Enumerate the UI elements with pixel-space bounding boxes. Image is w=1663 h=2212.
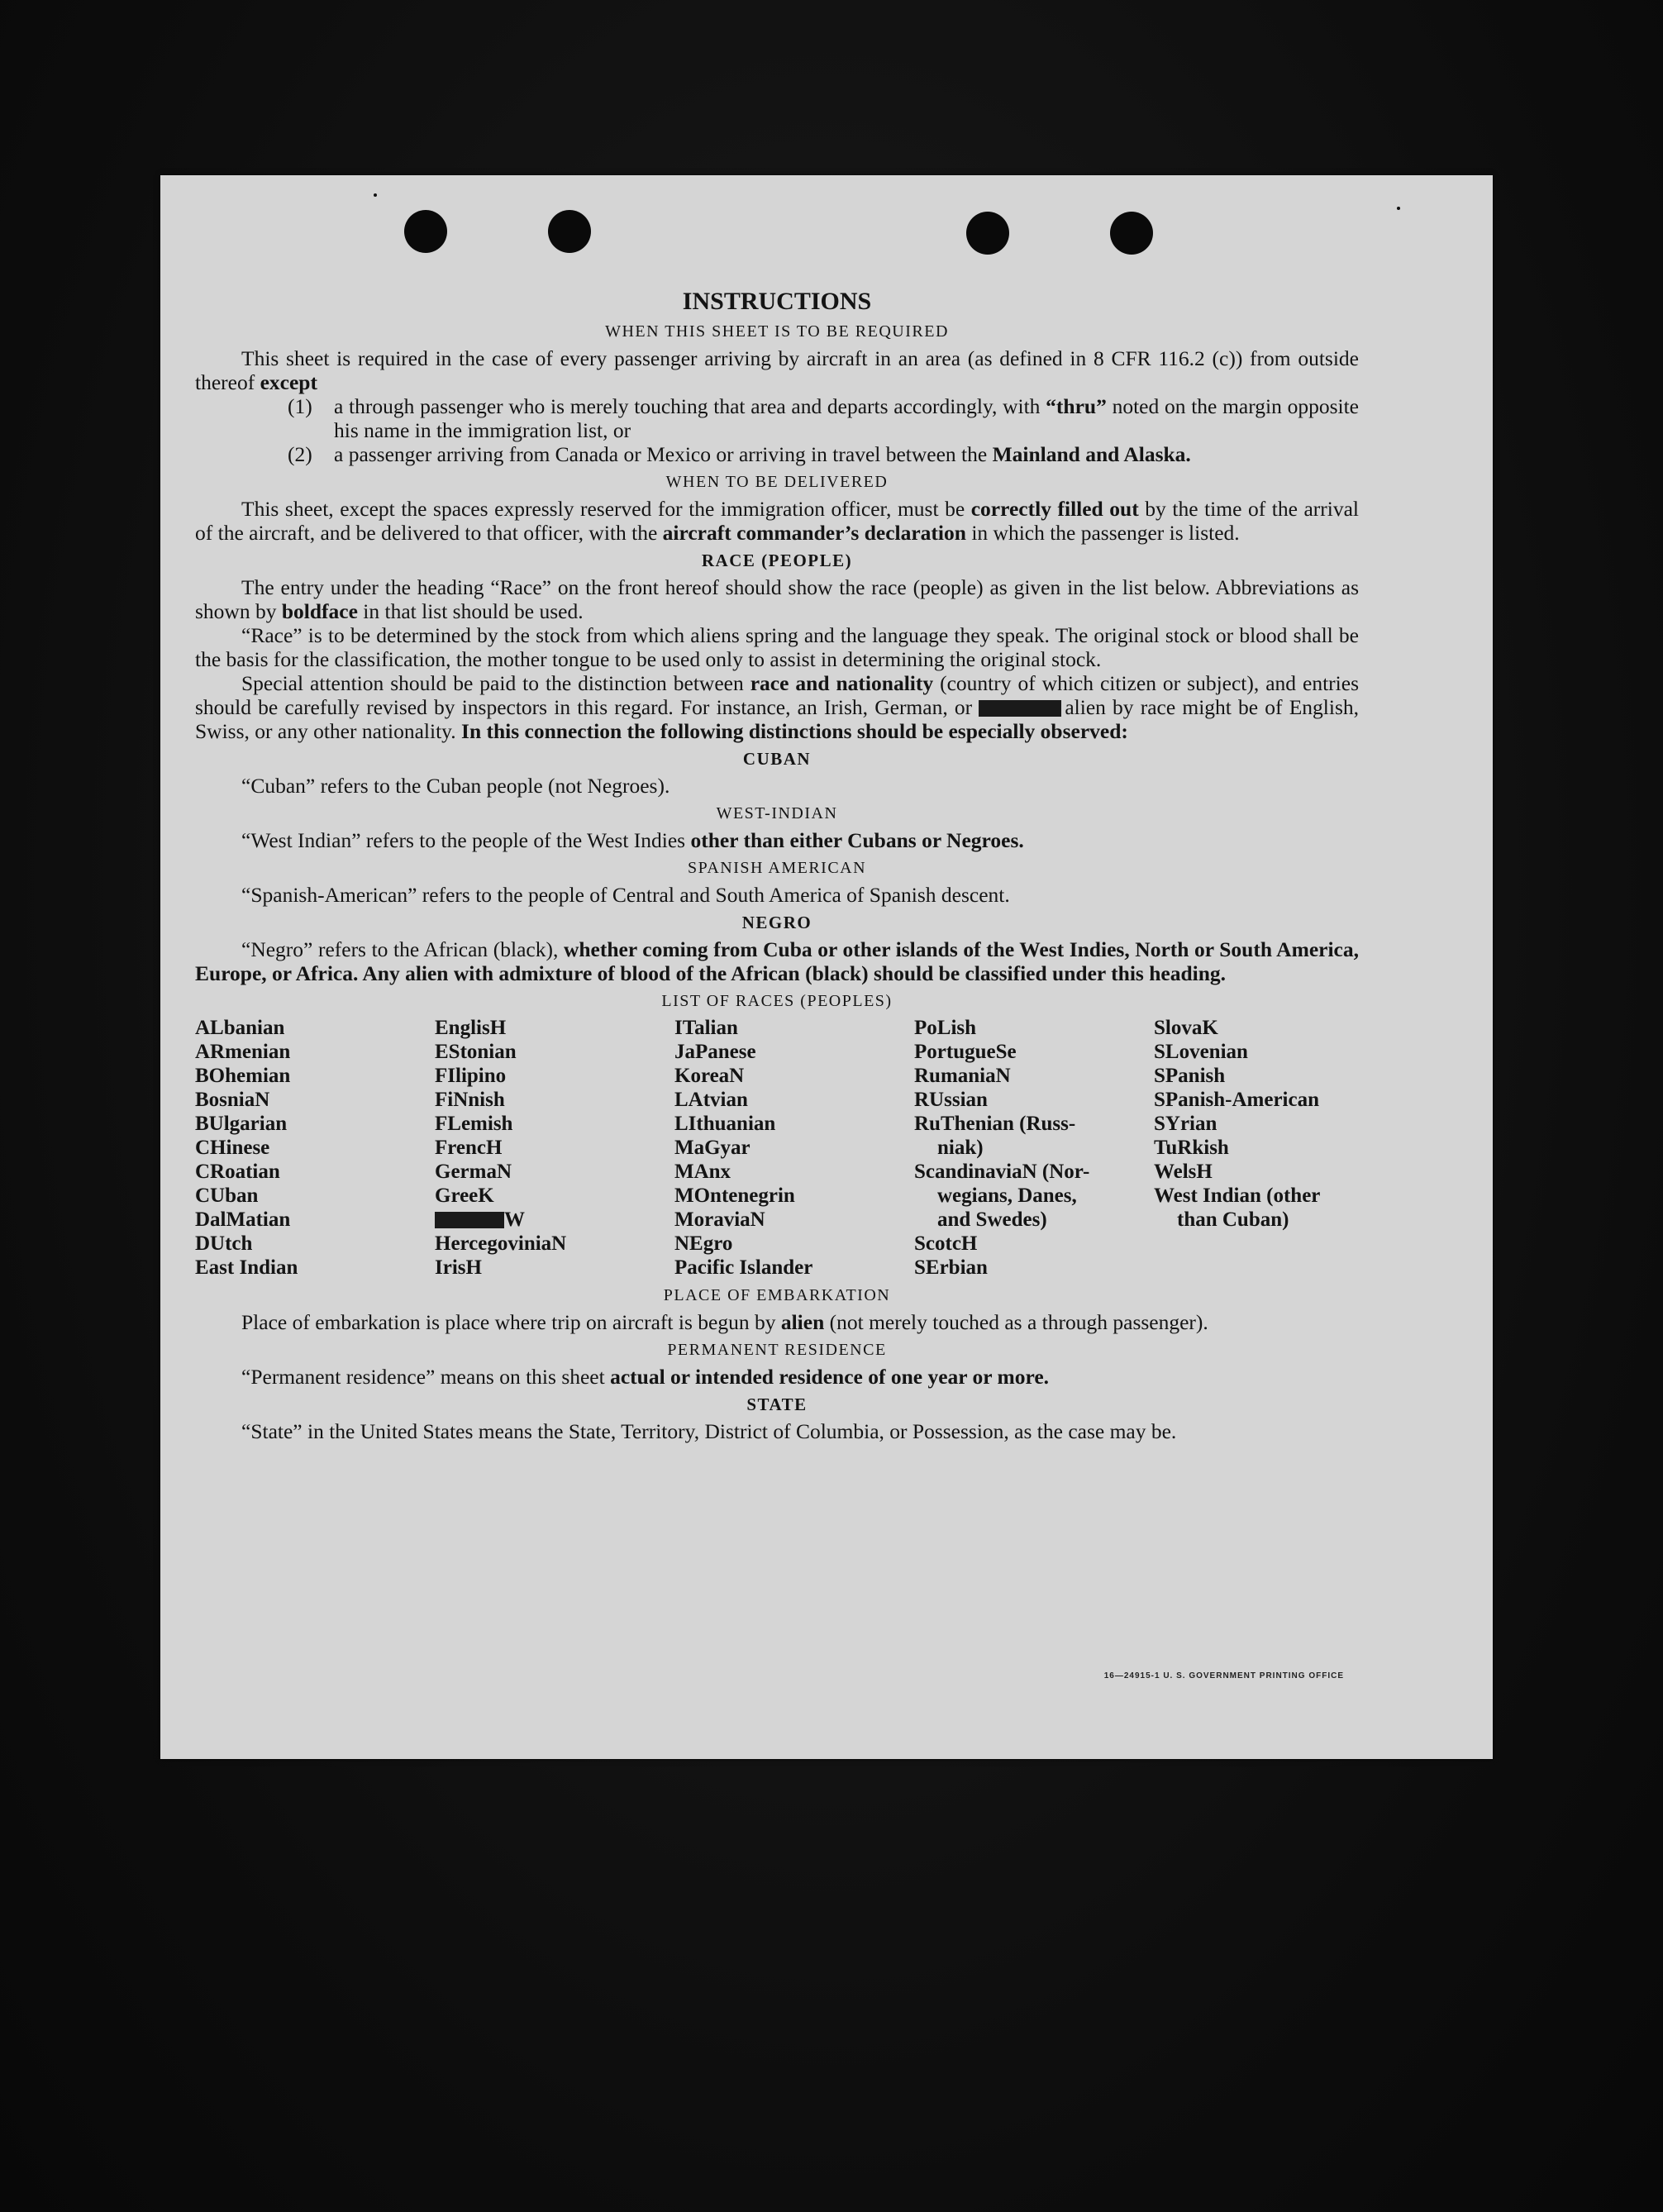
section-heading-negro: NEGRO (741, 913, 812, 932)
race-entry: IrisH (435, 1256, 482, 1279)
punch-hole-2 (548, 210, 591, 253)
race-entry: FrencH (435, 1137, 503, 1159)
page-title: INSTRUCTIONS (682, 288, 872, 315)
race-entry: SPanish-American (1154, 1089, 1319, 1111)
race-entry: FiNnish (435, 1089, 505, 1111)
race-entry: Pacific Islander (674, 1256, 813, 1279)
race-entry: ALbanian (195, 1017, 285, 1039)
race-entry: KoreaN (674, 1065, 745, 1087)
race-entry: BOhemian (195, 1065, 291, 1087)
cuban-text: “Cuban” refers to the Cuban people (not Negroes). (241, 774, 670, 798)
printing-office-code: 16—24915-1 U. S. GOVERNMENT PRINTING OFFICE (1103, 1671, 1344, 1680)
section-heading-when-required: WHEN THIS SHEET IS TO BE REQUIRED (605, 322, 949, 341)
instruction-sheet (160, 175, 1493, 1759)
embarkation-text: Place of embarkation is place where trip on aircraft is begun by alien (not merely touched as a through passenger). (241, 1310, 1208, 1334)
race-entry: EStonian (435, 1041, 517, 1063)
race-entry: MOntenegrin (674, 1185, 795, 1207)
race-entry-redacted: W (435, 1208, 674, 1232)
race-entry: RUssian (914, 1089, 988, 1111)
exception-item-1: (1) a through passenger who is merely touching that area and departs accordingly, with “thru” noted on the margin opposite his name in the immigration list, or (288, 394, 1359, 442)
race-entry: PortugueSe (914, 1041, 1017, 1063)
race-entry: EnglisH (435, 1017, 507, 1039)
residence-text: “Permanent residence” means on this sheet actual or intended residence of one year or more. (241, 1365, 1050, 1389)
section-heading-when-delivered: WHEN TO BE DELIVERED (665, 473, 889, 491)
section-heading-state: STATE (746, 1394, 808, 1414)
race-entry: DalMatian (195, 1208, 291, 1231)
race-entry: ARmenian (195, 1041, 291, 1063)
race-entry: MAnx (674, 1161, 731, 1183)
race-entry: FIlipino (435, 1065, 507, 1087)
redaction-mark (435, 1212, 504, 1228)
race-entry: SlovaK (1154, 1017, 1218, 1039)
races-column-3 (674, 1016, 914, 1280)
section-heading-race: RACE (PEOPLE) (701, 551, 853, 570)
race-entry: West Indian (other (1154, 1185, 1321, 1207)
dust-speck (374, 193, 377, 197)
race-entry: MoraviaN (674, 1208, 765, 1231)
race-entry: NEgro (674, 1232, 733, 1255)
race-entry: SErbian (914, 1256, 988, 1279)
race-entry: BosniaN (195, 1089, 270, 1111)
when-required-intro: This sheet is required in the case of every passenger arriving by aircraft in an area (as defined in 8 CFR 116.2 (c)) from outside thereof except (195, 346, 1359, 394)
race-entry: WelsH (1154, 1161, 1213, 1183)
race-entry: CHinese (195, 1137, 270, 1159)
race-entry-continued: than Cuban) (1177, 1208, 1289, 1231)
race-entry: SYrian (1154, 1113, 1217, 1135)
dust-speck (1397, 207, 1400, 210)
exception-item-2: (2) a passenger arriving from Canada or Mexico or arriving in travel between the Mainland and Alaska. (288, 442, 1191, 466)
race-entry-continued: niak) (937, 1137, 984, 1159)
races-list (195, 1016, 1359, 1280)
section-heading-cuban: CUBAN (742, 749, 812, 769)
west-indian-text: “West Indian” refers to the people of the West Indies other than either Cubans or Negroes. (241, 828, 1024, 852)
when-delivered-text: This sheet, except the spaces expressly reserved for the immigration officer, must be correctly filled out by the time of the arrival of the aircraft, and be delivered to that officer, with the aircraft commander’s declaration in which the passenger is listed. (195, 497, 1359, 545)
races-column-2 (435, 1016, 674, 1280)
race-entry: ScotcH (914, 1232, 978, 1255)
punch-hole-3 (966, 212, 1009, 255)
race-paragraph-1: The entry under the heading “Race” on the front hereof should show the race (people) as given in the list below. Abbreviations as shown by boldface in that list should be used. (195, 575, 1359, 623)
race-entry: ITalian (674, 1017, 738, 1039)
section-heading-west-indian: WEST-INDIAN (716, 804, 838, 822)
race-entry: SPanish (1154, 1065, 1226, 1087)
spanish-american-text: “Spanish-American” refers to the people of Central and South America of Spanish descent. (241, 883, 1010, 907)
race-entry: LAtvian (674, 1089, 748, 1111)
race-entry: RuThenian (Russ- (914, 1113, 1076, 1135)
race-paragraph-2: “Race” is to be determined by the stock from which aliens spring and the language they speak. The original stock or blood shall be the basis for the classification, the mother tongue to be used only to assist in determining the original stock. (195, 623, 1359, 671)
race-entry: GermaN (435, 1161, 512, 1183)
race-entry: RumaniaN (914, 1065, 1011, 1087)
section-heading-spanish-american: SPANISH AMERICAN (687, 859, 867, 877)
races-column-5 (1154, 1016, 1394, 1280)
state-text: “State” in the United States means the State, Territory, District of Columbia, or Possession, as the case may be. (241, 1419, 1177, 1443)
race-entry: DUtch (195, 1232, 253, 1255)
races-column-1 (195, 1016, 435, 1280)
section-heading-embarkation: PLACE OF EMBARKATION (663, 1286, 891, 1304)
race-entry-continued: wegians, Danes, (937, 1185, 1077, 1207)
race-paragraph-3: Special attention should be paid to the distinction between race and nationality (country of which citizen or subject), and entries should be carefully revised by inspectors in this regard. For instance, an Irish, German, or alien by race might be of English, Swiss, or any other nationality. In this connection the following distinctions should be especially observed: (195, 671, 1360, 743)
race-entry: PoLish (914, 1017, 977, 1039)
race-entry: MaGyar (674, 1137, 750, 1159)
race-entry: TuRkish (1154, 1137, 1229, 1159)
section-heading-races-list: LIST OF RACES (PEOPLES) (661, 992, 893, 1010)
race-entry: CUban (195, 1185, 259, 1207)
instructions-text (195, 288, 1359, 1443)
punch-hole-1 (404, 210, 447, 253)
races-column-4 (914, 1016, 1154, 1280)
race-entry: GreeK (435, 1185, 494, 1207)
punch-hole-4 (1110, 212, 1153, 255)
race-entry-continued: and Swedes) (937, 1208, 1047, 1231)
race-entry: East Indian (195, 1256, 298, 1279)
negro-text: “Negro” refers to the African (black), whether coming from Cuba or other islands of the West Indies, North or South America, Europe, or Africa. Any alien with admixture of blood of the African (black) should be classified under this heading. (195, 937, 1359, 985)
race-entry: CRoatian (195, 1161, 280, 1183)
race-entry: ScandinaviaN (Nor- (914, 1161, 1090, 1183)
race-entry: HercegoviniaN (435, 1232, 567, 1255)
race-entry: JaPanese (674, 1041, 756, 1063)
race-entry: BUlgarian (195, 1113, 288, 1135)
race-entry: FLemish (435, 1113, 513, 1135)
section-heading-residence: PERMANENT RESIDENCE (667, 1341, 887, 1359)
race-entry: LIthuanian (674, 1113, 776, 1135)
race-entry: SLovenian (1154, 1041, 1248, 1063)
redaction-mark (979, 700, 1061, 717)
